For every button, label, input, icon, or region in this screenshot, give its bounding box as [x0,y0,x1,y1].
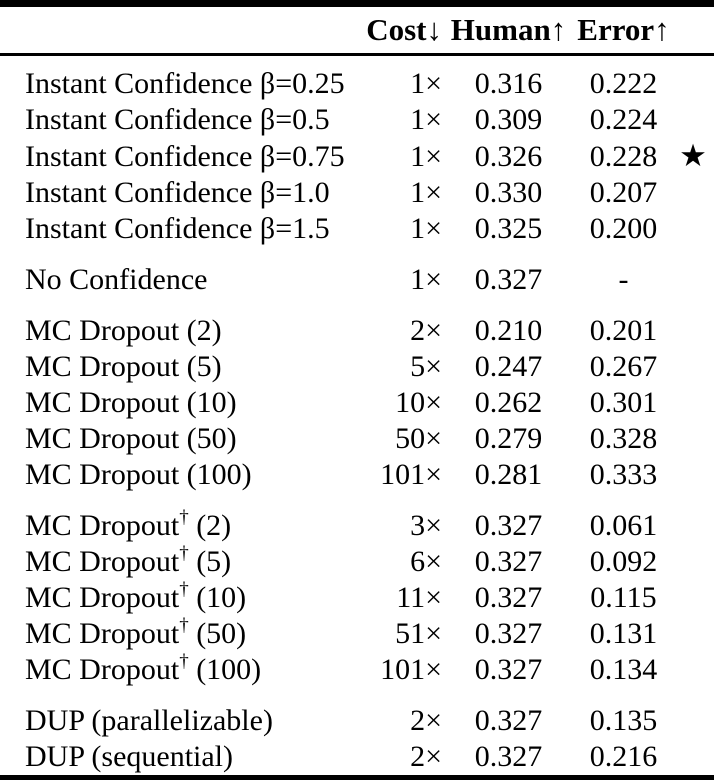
method-label: MC Dropout (5) [25,350,222,383]
method-label: Instant Confidence β=1.0 [25,176,330,209]
table-row [0,580,714,616]
method-label: MC Dropout (2) [25,314,222,347]
star-cell [672,247,714,298]
cost-value: 1× [410,103,442,136]
error-value: 0.200 [589,212,658,245]
cost-value: 50× [395,422,442,455]
star-cell [672,211,714,247]
human-value: 0.262 [474,386,543,419]
method-label: MC Dropout [25,617,180,650]
cost-value: 1× [410,139,442,173]
human-value: 0.210 [474,314,543,347]
star-cell [672,349,714,385]
cost-value: 1× [410,263,442,296]
star-cell [672,688,714,739]
table-row [0,616,714,652]
group-mc-dropout [0,298,714,493]
method-cell [0,211,358,247]
dagger-superscript: † [179,651,189,672]
cost-value: 1× [410,212,442,245]
method-cell [0,616,358,652]
table-row [0,421,714,457]
error-value: 0.228 [589,139,658,173]
header-cost: Cost↓ [358,7,442,55]
table-row [0,652,714,688]
method-cell [0,421,358,457]
dagger-superscript: † [179,615,189,636]
dagger-superscript: † [179,543,189,564]
table-row [0,138,714,175]
human-value: 0.327 [474,617,543,650]
method-label: MC Dropout [25,581,180,614]
table-row [0,457,714,493]
method-suffix: (50) [188,617,247,650]
star-cell [672,55,714,103]
error-value: 0.135 [589,704,658,737]
method-cell [0,688,358,739]
error-value: 0.092 [589,545,658,578]
table-header [0,7,714,55]
star-cell [672,652,714,688]
cost-value: 1× [410,176,442,209]
error-value: 0.201 [589,314,658,347]
bottom-rule [0,775,714,780]
error-value: 0.134 [589,653,658,686]
star-cell [672,457,714,493]
method-cell [0,493,358,544]
human-value: 0.247 [474,350,543,383]
header-method [0,7,358,55]
method-label: Instant Confidence β=0.25 [25,67,345,100]
method-suffix: (100) [188,653,262,686]
human-value: 0.281 [474,458,543,491]
method-suffix: (2) [188,509,232,542]
star-cell [672,385,714,421]
error-value: 0.207 [589,176,658,209]
table-row [0,211,714,247]
table-row [0,247,714,298]
cost-value: 11× [396,581,442,614]
header-star-spacer [672,7,714,55]
method-suffix: (10) [188,581,247,614]
error-value: - [618,263,629,296]
method-cell [0,544,358,580]
method-label: MC Dropout [25,509,180,542]
method-label: No Confidence [25,263,208,296]
cost-value: 101× [380,653,442,686]
table-row [0,102,714,138]
star-cell [672,138,714,175]
method-cell [0,298,358,349]
cost-value: 5× [410,350,442,383]
cost-value: 101× [380,458,442,491]
error-value: 0.328 [589,422,658,455]
method-cell [0,55,358,103]
error-value: 0.267 [589,350,658,383]
method-label: MC Dropout [25,653,180,686]
method-label: Instant Confidence β=0.75 [25,139,345,173]
header-human: Human↑ [442,7,575,55]
cost-value: 10× [395,386,442,419]
method-cell [0,138,358,175]
error-value: 0.115 [590,581,657,614]
cost-value: 6× [410,545,442,578]
table-row [0,55,714,103]
star-cell [672,616,714,652]
method-suffix: (5) [188,545,232,578]
human-value: 0.327 [474,581,543,614]
group-instant-confidence [0,55,714,248]
method-label: MC Dropout (10) [25,386,237,419]
dagger-superscript: † [179,579,189,600]
cost-value: 3× [410,509,442,542]
star-cell [672,421,714,457]
human-value: 0.327 [474,740,543,773]
method-label: DUP (sequential) [25,740,234,773]
method-cell [0,385,358,421]
table-row [0,298,714,349]
error-value: 0.224 [589,103,658,136]
table-row [0,493,714,544]
human-value: 0.330 [474,176,543,209]
star-cell [672,493,714,544]
star-cell [672,298,714,349]
human-value: 0.309 [474,103,543,136]
table-row [0,544,714,580]
human-value: 0.327 [474,509,543,542]
method-cell [0,349,358,385]
error-value: 0.222 [589,67,658,100]
cost-value: 1× [410,67,442,100]
table-row [0,175,714,211]
star-cell [672,544,714,580]
group-dup [0,688,714,775]
method-label: DUP (parallelizable) [25,704,273,737]
star-icon: ★ [679,138,707,174]
dagger-superscript: † [179,507,189,528]
cost-value: 2× [410,704,442,737]
header-row [0,7,714,55]
method-cell [0,457,358,493]
table-row [0,349,714,385]
error-value: 0.061 [589,509,658,542]
human-value: 0.325 [474,212,543,245]
error-value: 0.333 [589,458,658,491]
method-label: Instant Confidence β=0.5 [25,103,330,136]
human-value: 0.316 [474,67,543,100]
star-cell [672,580,714,616]
results-table [0,7,714,775]
table-row [0,385,714,421]
group-no-confidence [0,247,714,298]
human-value: 0.327 [474,704,543,737]
method-cell [0,739,358,775]
group-mc-dropout-dagger [0,493,714,688]
header-error: Error↑ [575,7,672,55]
method-cell [0,652,358,688]
star-cell [672,175,714,211]
human-value: 0.327 [474,263,543,296]
star-cell [672,739,714,775]
method-label: Instant Confidence β=1.5 [25,212,330,245]
method-cell [0,175,358,211]
human-value: 0.327 [474,653,543,686]
method-cell [0,580,358,616]
cost-value: 51× [395,617,442,650]
error-value: 0.216 [589,740,658,773]
method-cell [0,247,358,298]
human-value: 0.326 [474,139,543,173]
top-rule [0,0,714,7]
human-value: 0.327 [474,545,543,578]
table-row [0,688,714,739]
table-row [0,739,714,775]
cost-value: 2× [410,314,442,347]
method-label: MC Dropout (50) [25,422,237,455]
method-label: MC Dropout (100) [25,458,252,491]
method-label: MC Dropout [25,545,180,578]
cost-value: 2× [410,740,442,773]
method-cell [0,102,358,138]
error-value: 0.131 [589,617,658,650]
human-value: 0.279 [474,422,543,455]
star-cell [672,102,714,138]
error-value: 0.301 [589,386,658,419]
